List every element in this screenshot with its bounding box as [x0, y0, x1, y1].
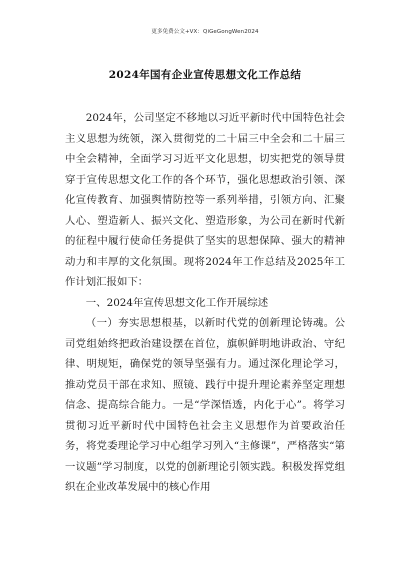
document-title: 2024年国有企业宣传思想文化工作总结 — [108, 69, 302, 81]
subsection-paragraph: （一）夯实思想根基，以新时代党的创新理论铸魂。公司党组始终把政治建设摆在首位，旗帜鲜明地讲政治、守纪律、明规矩，确保党的领导坚强有力。通过深化理论学习，推动党员干部在求知、照镜、践行中提升理论素养坚定理想信念、提高综合能力。一是“学深悟透，内化于心”。将学习贯彻习近平新时代中国特色社会主义思想作为首要政治任务，将党委理论学习中心组学习列入“主修课”，严格落实“第一议题”学习制度，以党的创新理论引领实践。积极发挥党组织在企业改革发展中的核心作用 — [65, 317, 345, 493]
section-heading: 一、2024年宣传思想文化工作开展综述 — [85, 296, 269, 309]
document-body — [65, 108, 345, 498]
intro-paragraph: 2024年，公司坚定不移地以习近平新时代中国特色社会主义思想为统领，深入贯彻党的二十届三中全会和二十届三中全会精神，全面学习习近平文化思想，切实把党的领导贯穿于宣传思想文化工作的各个环节，强化思想政治引领、深化宣传教育、加强舆情防控等一系列举措，引领方向、汇聚人心、塑造新人、振兴文化、塑造形象，为公司在新时代新的征程中履行使命任务提供了坚实的思想保障、强大的精神动力和丰厚的文化氛围。现将2024年工作总结及2025年工作计划汇报如下： — [65, 112, 345, 288]
header-note: 更多免费公文+VX：QiGeGongWen2024 — [151, 29, 259, 35]
